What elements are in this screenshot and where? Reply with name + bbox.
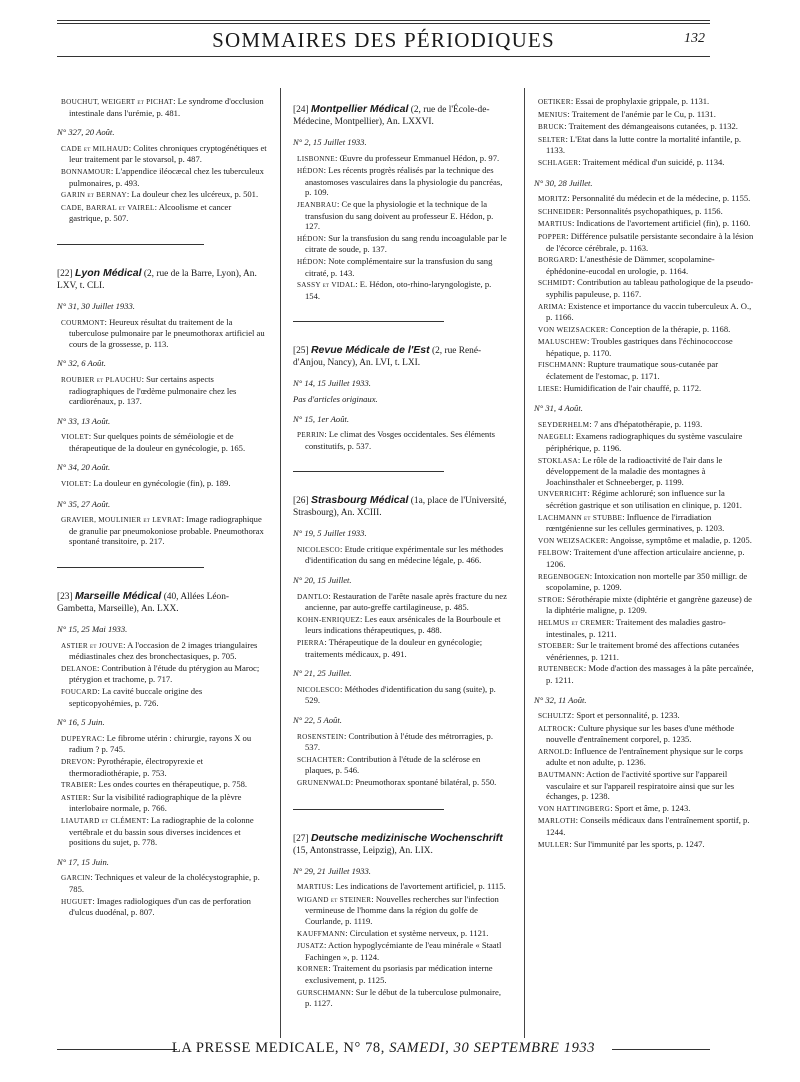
article-authors: VIOLET — [61, 480, 89, 489]
journal-separator — [293, 321, 444, 322]
article-authors: KOHN-ENRIQUEZ — [297, 615, 360, 624]
article-title: : Influence de l'entraînement physique sur le corps adulte et non adulte, p. 1236. — [546, 745, 743, 768]
article-entry — [534, 134, 754, 156]
article-title: : Contribution au tableau pathologique de la pseudo-syphilis papuleuse, p. 1167. — [546, 277, 754, 299]
article-entry — [534, 512, 754, 534]
article-authors: NICOLESCO — [297, 685, 341, 694]
issue-date: N° 20, 15 Juillet. — [293, 575, 352, 586]
article-entry — [57, 202, 267, 224]
journal-heading — [293, 344, 508, 369]
article-title: : Influence de l'irradiation rœntgénienne sur les cellules germinatives, p. 1203. — [546, 511, 725, 534]
journal-name: Strasbourg Médical — [310, 494, 409, 507]
article-entry — [534, 488, 754, 510]
article-entry — [57, 640, 267, 662]
article-entry — [534, 206, 754, 218]
article-entry — [534, 710, 754, 722]
article-entry — [293, 637, 508, 659]
issue-date: N° 32, 6 Août. — [57, 358, 106, 369]
article-authors: BRUCK — [538, 123, 565, 132]
article-authors: CADE et MILHAUD — [61, 144, 129, 153]
article-entry — [534, 547, 754, 569]
article-entry — [293, 256, 508, 278]
article-authors: PERRIN — [297, 431, 325, 440]
article-authors: FOUCARD — [61, 688, 98, 696]
article-entry — [534, 455, 754, 488]
journal-name: Deutsche medizinische Wochenschrift — [310, 831, 503, 844]
article-title: : Colites chroniques cryptogénétiques et leur traitement par le stovarsol, p. 487. — [69, 142, 267, 165]
article-entry — [293, 684, 508, 706]
article-entry — [57, 792, 267, 814]
journal-address: (2, rue René-d'Anjou, Nancy), An. LVI, t. LXI. — [293, 346, 482, 369]
journal-heading — [293, 832, 508, 857]
article-entry — [534, 803, 754, 815]
article-title: : Sur la transfusion du sang rendu incoagulable par le citrate de soude, p. 137. — [305, 232, 507, 255]
article-entry — [57, 663, 267, 685]
article-entry — [534, 746, 754, 768]
column-3 — [534, 96, 754, 851]
article-authors: ROUBIER et PLAUCHU — [61, 375, 142, 384]
article-authors: LISBONNE — [297, 154, 335, 163]
article-title: : Images radiologiques d'un cas de perforation d'ulcus duodénal, p. 807. — [69, 895, 251, 918]
article-entry — [293, 165, 508, 198]
journal-address: (2, rue de l'École-de-Médecine, Montpellier), An. LXXVI. — [293, 105, 490, 127]
article-authors: LIESE — [538, 384, 560, 393]
article-title: : Contribution à l'étude des métrorragies, p. 537. — [305, 730, 493, 753]
article-title: : Méthodes d'identification du sang (suite), p. 529. — [305, 683, 496, 706]
article-entry — [534, 336, 754, 358]
article-title: : Sur le traitement bromé des affections cutanées vénériennes, p. 1211. — [546, 640, 740, 662]
article-authors: ARNOLD — [538, 747, 570, 756]
article-authors: MULLER — [538, 840, 570, 849]
article-title: : La cavité buccale origine des septicopyohémies, p. 726. — [69, 686, 203, 708]
article-authors: DANTLO — [297, 592, 329, 601]
top-rule-2 — [57, 23, 710, 24]
header-rule — [57, 56, 710, 57]
article-entry — [534, 277, 754, 299]
article-entry — [293, 754, 508, 776]
article-title: : 7 ans d'hépatothérapie, p. 1193. — [589, 418, 703, 429]
article-entry — [293, 940, 508, 962]
article-authors: VON WEIZSACKER — [538, 325, 606, 334]
article-title: : L'anesthésie de Dämmer, scopolamine-éphédonine-eucodal en urologie, p. 1164. — [546, 254, 715, 276]
article-authors: REGENBOGEN — [538, 572, 590, 581]
page-number: 132 — [684, 31, 705, 46]
top-rule — [57, 20, 710, 21]
journal-address: (40, Allées Léon-Gambetta, Marseille), An. LXX. — [57, 592, 230, 615]
article-title: : Intoxication non mortelle par 350 milligr. de scopolamine, p. 1209. — [546, 570, 748, 593]
issue-date: N° 16, 5 Juin. — [57, 717, 105, 728]
article-authors: MARLOTH — [538, 817, 576, 826]
article-authors: SCHLAGER — [538, 158, 579, 167]
journal-heading — [293, 494, 508, 519]
article-authors: LIAUTARD et CLÉMENT — [61, 816, 147, 825]
article-title: : Examens radiographiques du système vasculaire périphérique, p. 1196. — [546, 431, 743, 454]
article-title: : Heureux résultat du traitement de la tuberculose pulmonaire par le pneumothorax artificiel au cours de la grossesse, p. 113. — [69, 316, 265, 349]
article-entry — [534, 383, 754, 395]
article-entry — [534, 121, 754, 133]
article-entry — [293, 963, 508, 985]
article-entry — [293, 153, 508, 165]
article-entry — [57, 166, 267, 188]
issue-date: N° 31, 4 Août. — [534, 403, 583, 414]
issue-date: N° 14, 15 Juillet 1933. — [293, 378, 371, 389]
article-entry — [534, 96, 754, 108]
article-title: : Pyrothérapie, électropyrexie et thermoradiothérapie, p. 753. — [69, 755, 203, 778]
article-entry — [57, 779, 267, 791]
article-authors: STROE — [538, 595, 563, 604]
article-authors: DUPEYRAC — [61, 734, 103, 743]
article-authors: SASSY et VIDAL — [297, 281, 356, 290]
article-title: : Etude critique expérimentale sur les méthodes d'identification du sang en médecine légale, p. 466. — [305, 543, 504, 566]
article-authors: JUSATZ — [297, 942, 324, 951]
issue-date: N° 29, 21 Juillet 1933. — [293, 865, 371, 876]
article-title: : Note complémentaire sur la transfusion du sang citraté, p. 143. — [305, 255, 493, 278]
article-entry — [293, 894, 508, 927]
journal-heading — [57, 267, 267, 292]
article-entry — [534, 769, 754, 802]
column-separator — [280, 88, 281, 1038]
article-title: : Sport et âme, p. 1243. — [610, 802, 691, 813]
article-title: : Traitement de l'anémie par le Cu, p. 1131. — [567, 108, 716, 119]
article-authors: FISCHMANN — [538, 361, 584, 370]
article-title: : L'Etat dans la lutte contre la mortalité infantile, p. 1133. — [546, 133, 742, 156]
article-title: : Essai de prophylaxie grippale, p. 1131. — [570, 96, 710, 106]
article-entry — [534, 193, 754, 205]
article-authors: BAUTMANN — [538, 771, 582, 780]
article-title: : Traitement d'une affection articulaire ancienne, p. 1206. — [546, 547, 745, 569]
article-authors: JEANBRAU — [297, 200, 337, 209]
article-title: : E. Hédon, oto-rhino-laryngologiste, p. 154. — [305, 279, 492, 301]
article-entry — [534, 571, 754, 593]
article-title: : Sur le début de la tuberculose pulmonaire, p. 1127. — [305, 986, 501, 1009]
article-entry — [293, 614, 508, 636]
journal-heading — [57, 590, 267, 615]
article-entry — [57, 514, 267, 547]
article-title: : Différence pulsatile persistante secondaire à la lésion de l'écorce cérébrale, p. 1163. — [546, 230, 754, 253]
article-entry — [534, 594, 754, 616]
journal-name: Lyon Médical — [74, 266, 142, 279]
footer-date: 30 SEPTEMBRE 1933 — [453, 1040, 596, 1056]
article-entry — [293, 429, 508, 451]
article-title: : Mode d'action des massages à la pâte percaïnée, p. 1211. — [546, 663, 754, 685]
article-authors: NAEGELI — [538, 433, 572, 442]
article-title: : Thérapeutique de la douleur en gynécologie; traitements médicaux, p. 491. — [305, 637, 483, 659]
article-authors: MORITZ — [538, 195, 568, 204]
journal-address: (2, rue de la Barre, Lyon), An. LXV, t. CLI. — [57, 268, 257, 291]
issue-date: N° 35, 27 Août. — [57, 498, 111, 509]
article-title: : Le climat des Vosges occidentales. Ses éléments constitutifs, p. 537. — [305, 429, 495, 451]
article-authors: GARIN et BERNAY — [61, 191, 127, 200]
article-title: : Indications de l'avortement artificiel (fin), p. 1160. — [572, 218, 751, 229]
article-title: : Sur l'immunité par les sports, p. 1247. — [569, 838, 705, 849]
article-authors: GURSCHMANN — [297, 988, 352, 997]
article-entry — [293, 544, 508, 566]
article-authors: BONNAMOUR — [61, 167, 111, 176]
article-authors: VIOLET — [61, 433, 89, 442]
article-entry — [534, 157, 754, 169]
article-entry — [57, 189, 267, 201]
issue-date: N° 2, 15 Juillet 1933. — [293, 137, 367, 147]
article-entry — [293, 591, 508, 613]
journal-name: Montpellier Médical — [310, 103, 409, 115]
article-title: : Troubles gastriques dans l'échinococcose hépatique, p. 1170. — [546, 336, 733, 358]
article-entry — [57, 96, 267, 118]
journal-name: Revue Médicale de l'Est — [310, 344, 430, 357]
article-title: : Sur quelques points de séméiologie et de thérapeutique de la douleur en gynécologie, p. 165. — [69, 431, 246, 453]
article-title: : Rupture traumatique sous-cutanée par éclatement de l'estomac, p. 1171. — [546, 359, 719, 382]
issue-note: Pas d'articles originaux. — [293, 393, 378, 404]
column-1 — [57, 96, 267, 919]
article-entry — [293, 199, 508, 232]
article-entry — [293, 987, 508, 1009]
article-title: : Personnalité du médecin et de la médecine, p. 1155. — [567, 193, 751, 204]
article-title: : Techniques et valeur de la cholécystographie, p. 785. — [69, 872, 260, 894]
article-entry — [534, 419, 754, 431]
journal-address: (1a, place de l'Université, Strasbourg), An. XCIII. — [293, 496, 507, 519]
article-entry — [534, 535, 754, 547]
article-authors: HÉDON — [297, 167, 324, 176]
article-title: : Le fibrome utérin : chirurgie, rayons X ou radium ? p. 745. — [69, 732, 252, 755]
article-authors: ASTIER et JOUVE — [61, 641, 124, 650]
journal-separator — [57, 567, 204, 568]
journal-name: Marseille Médical — [74, 590, 162, 603]
article-authors: UNVERRICHT — [538, 490, 588, 499]
article-entry — [534, 301, 754, 323]
article-authors: LACHMANN et STUBBE — [538, 513, 623, 522]
article-title: : L'appendice iléocæcal chez les tuberculeux pulmonaires, p. 493. — [69, 165, 264, 188]
article-authors: GRAVIER, MOULINIER et LEVRAT — [61, 516, 182, 525]
article-title: : Sur la visibilité radiographique de la plèvre interlobaire normale, p. 766. — [69, 791, 242, 814]
article-authors: HELMUS et CREMER — [538, 618, 612, 627]
issue-date: N° 34, 20 Août. — [57, 462, 111, 473]
article-title: : La radiographie de la colonne vertébrale et du bassin sous diverses incidences et positions du sujet, p. 778. — [69, 814, 254, 848]
article-title: : Les indications de l'avortement artificiel, p. 1115. — [331, 881, 506, 892]
article-authors: ALTROCK — [538, 724, 574, 733]
article-title: : Culture physique sur les bases d'une méthode nouvelle d'entraînement corporel, p. 1235. — [546, 722, 735, 745]
article-title: : Conseils médicaux dans l'entraînement sportif, p. 1244. — [546, 815, 750, 838]
article-entry — [534, 617, 754, 639]
article-authors: ARIMA — [538, 302, 564, 311]
article-authors: FELBOW — [538, 549, 570, 558]
article-authors: VON WEIZSACKER — [538, 536, 606, 545]
article-authors: STOKLASA — [538, 456, 578, 465]
article-title: : Conception de la thérapie, p. 1168. — [605, 323, 731, 334]
article-authors: VON HATTINGBERG — [538, 804, 611, 813]
article-authors: COURMONT — [61, 318, 105, 327]
article-authors: KORNER — [297, 965, 329, 974]
issue-date: N° 30, 28 Juillet. — [534, 177, 593, 188]
journal-separator — [293, 809, 444, 810]
column-2 — [293, 96, 508, 1010]
article-authors: MALUSCHEW — [538, 338, 588, 347]
article-entry — [293, 881, 508, 893]
article-authors: POPPER — [538, 232, 567, 241]
article-title: : Humidification de l'air chauffé, p. 1172. — [559, 382, 702, 393]
issue-date: N° 17, 15 Juin. — [57, 856, 109, 867]
article-authors: DREVON — [61, 757, 93, 766]
article-entry — [293, 279, 508, 301]
article-authors: SCHNEIDER — [538, 207, 582, 216]
issue-date: N° 22, 5 Août. — [293, 715, 342, 725]
article-title: : Traitement médical d'un suicidé, p. 1134. — [578, 156, 725, 167]
footer-day: SAMEDI, — [389, 1040, 450, 1056]
article-title: : Image radiographique de granulie par pneumokoniose probable. Pneumothorax spontané transitoire, p. 217. — [69, 514, 264, 547]
article-title: : La douleur en gynécologie (fin), p. 189. — [88, 478, 231, 489]
article-title: : Sérothérapie mixte (diphtérie et gangrène gazeuse) de la diphtérie maligne, p. 1209. — [546, 593, 752, 616]
article-authors: DELANOE — [61, 664, 98, 673]
article-authors: MARTIUS — [297, 883, 332, 892]
issue-date: N° 15, 25 Mai 1933. — [57, 624, 128, 635]
article-title: : La douleur chez les ulcéreux, p. 501. — [126, 189, 259, 200]
article-entry — [57, 374, 267, 407]
article-title: : Contribution à l'étude de la sclérose en plaques, p. 546. — [305, 753, 481, 776]
article-entry — [534, 723, 754, 745]
article-entry — [534, 839, 754, 851]
article-authors: PIERRA — [297, 639, 325, 648]
article-authors: ROSENSTEIN — [297, 732, 344, 741]
issue-date: N° 21, 25 Juillet. — [293, 668, 352, 679]
article-entry — [57, 143, 267, 165]
article-title: : Traitement du psoriasis par médication interne exclusivement, p. 1125. — [305, 963, 493, 985]
article-entry — [534, 431, 754, 453]
article-title: : Traitement des démangeaisons cutanées, p. 1132. — [564, 121, 738, 132]
journal-address: (15, Antonstrasse, Leipzig), An. LIX. — [293, 845, 433, 856]
article-title: : Ce que la physiologie et la technique de la transfusion du sang doivent au professeur E. Hédon, p. 127. — [305, 198, 494, 232]
article-authors: TRABIER — [61, 781, 94, 790]
issue-date: N° 32, 11 Août. — [534, 694, 587, 705]
journal-separator — [293, 471, 444, 472]
article-entry — [57, 478, 267, 490]
issue-date: N° 327, 20 Août. — [57, 127, 115, 138]
article-entry — [57, 686, 267, 708]
article-entry — [293, 731, 508, 753]
article-authors: NICOLESCO — [297, 545, 341, 554]
article-entry — [57, 872, 267, 894]
article-entry — [534, 663, 754, 685]
article-title: : A l'occasion de 2 images triangulaires médiastinales chez des bronchectasiques, p. 705. — [69, 639, 258, 662]
article-title: : Nouvelles recherches sur l'infection vermineuse de l'homme dans la région du golfe de Courlande, p. 1119. — [305, 893, 499, 926]
article-authors: SCHULTZ — [538, 712, 572, 721]
issue-date: N° 15, 1er Août. — [293, 413, 350, 424]
article-authors: HÉDON — [297, 234, 324, 243]
article-title: : Régime achloruré; son influence sur la sécrétion gastrique et son utilisation en clinique, p. 1201. — [546, 488, 742, 510]
issue-date: N° 19, 5 Juillet 1933. — [293, 528, 367, 539]
article-entry — [534, 254, 754, 276]
article-authors: SEYDERHELM — [538, 420, 590, 429]
article-title: : Pneumothorax spontané bilatéral, p. 550. — [350, 776, 497, 787]
article-authors: GARCIN — [61, 874, 91, 883]
article-title: : Contribution à l'étude du ptérygion au Maroc; ptérygion et trachome, p. 717. — [69, 662, 260, 685]
article-authors: SCHMIDT — [538, 279, 573, 288]
article-title: : Action hypoglycémiante de l'eau minérale « Staatl Fachingen », p. 1124. — [305, 940, 502, 962]
article-authors: SELTER — [538, 135, 566, 144]
article-authors: BOUCHUT, WEIGERT et PICHAT — [61, 98, 174, 106]
article-title: : Existence et importance du vaccin tuberculeux A. O., p. 1166. — [546, 300, 752, 323]
page-title: SOMMAIRES DES PÉRIODIQUES — [212, 28, 555, 52]
article-title: : Sport et personnalité, p. 1233. — [571, 710, 680, 721]
journal-number: [22] — [57, 268, 73, 279]
article-authors: SCHACHTER — [297, 755, 343, 764]
column-separator — [524, 88, 525, 1038]
article-title: : Restauration de l'arête nasale après fracture du nez ancienne, par auto-greffe cartilagineuse, p. 485. — [305, 590, 507, 613]
article-entry — [534, 815, 754, 837]
article-title: : Sur certains aspects radiographiques de l'œdème pulmonaire chez les cardiorénaux, p. 137. — [69, 373, 237, 407]
article-title: : Action de l'activité sportive sur l'appareil vasculaire et sur l'appareil respiratoire ainsi que sur les échanges, p. 1238. — [546, 769, 735, 802]
article-entry — [534, 324, 754, 336]
article-entry — [57, 431, 267, 453]
article-title: : Alcoolisme et cancer gastrique, p. 507. — [69, 201, 232, 224]
article-entry — [534, 231, 754, 253]
footer-rule-right — [612, 1049, 710, 1050]
article-entry — [534, 359, 754, 381]
article-authors: CADE, BARRAL et VAIREL — [61, 203, 155, 212]
article-authors: HÉDON — [297, 257, 324, 266]
article-entry — [293, 777, 508, 789]
article-authors: ASTIER — [61, 793, 88, 802]
issue-date: N° 31, 30 Juillet 1933. — [57, 300, 135, 311]
article-authors: MARTIUS — [538, 220, 573, 229]
journal-number: [25] — [293, 346, 309, 357]
journal-separator — [57, 244, 204, 245]
article-title: : Le syndrome d'occlusion intestinale dans l'urémie, p. 481. — [69, 96, 264, 118]
article-entry — [293, 928, 508, 940]
journal-number: [23] — [57, 592, 73, 603]
article-authors: RUTENBECK — [538, 665, 584, 674]
article-title: : Les eaux arsénicales de la Bourboule et leurs indications thérapeutiques, p. 488. — [305, 613, 501, 636]
article-authors: WIGAND et STEINER — [297, 895, 372, 904]
article-authors: GRUNENWALD — [297, 778, 351, 787]
article-title: : Circulation et système nerveux, p. 1121. — [345, 927, 489, 938]
journal-number: [27] — [293, 833, 309, 844]
article-entry — [57, 756, 267, 778]
article-entry — [534, 218, 754, 230]
issue-date: N° 33, 13 Août. — [57, 415, 111, 426]
article-title: : Œuvre du professeur Emmanuel Hédon, p. 97. — [334, 152, 500, 163]
article-entry — [534, 109, 754, 121]
article-entry — [57, 815, 267, 848]
article-title: : Personnalités psychopathiques, p. 1156. — [581, 205, 723, 216]
article-authors: STOEBER — [538, 642, 572, 651]
journal-heading — [293, 103, 508, 128]
article-title: : Traitement des maladies gastro-intestinales, p. 1211. — [546, 616, 726, 639]
article-title: : Angoisse, symptôme et maladie, p. 1205. — [605, 534, 752, 545]
article-title: : Le rôle de la radioactivité de l'air dans le développement de la maladie des montagnes à Joachinsthaler et Schneeberger, p. 1199. — [546, 454, 723, 487]
article-entry — [534, 640, 754, 662]
article-authors: MENIUS — [538, 110, 568, 119]
article-entry — [57, 896, 267, 918]
article-entry — [293, 233, 508, 255]
article-authors: OETIKER — [538, 98, 571, 106]
article-authors: KAUFFMANN — [297, 929, 346, 938]
journal-number: [26] — [293, 496, 309, 507]
article-title: : Les ondes courtes en thérapeutique, p. 758. — [93, 779, 248, 790]
article-title: : Les récents progrès réalisés par la technique des anastomoses vasculaires dans la physiologie du pancréas, p. 109. — [305, 165, 503, 198]
article-authors: BORGARD — [538, 256, 576, 265]
article-entry — [57, 733, 267, 755]
article-entry — [57, 317, 267, 350]
footer-publication: LA PRESSE MEDICALE, N° 78, — [171, 1040, 385, 1056]
journal-number: [24] — [293, 105, 309, 115]
article-authors: HUGUET — [61, 897, 93, 906]
